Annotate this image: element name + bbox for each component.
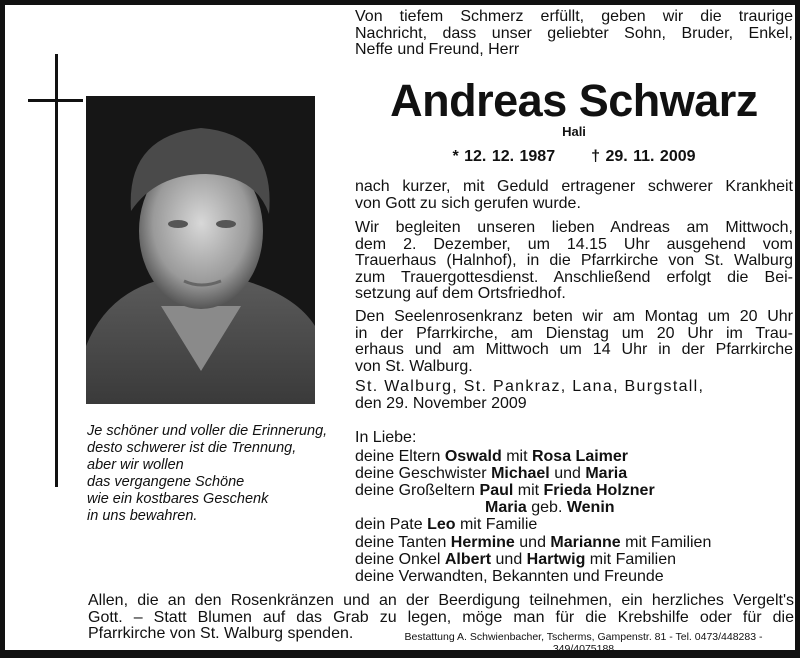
poem-line: wie ein kostbares Geschenk — [87, 491, 269, 507]
family-member-name: Maria — [585, 465, 628, 483]
poem-line: das vergangene Schöne — [87, 474, 245, 490]
text-line: in der Pfarrkirche, am Dienstag um 20 Uhr im Trau- — [355, 324, 793, 342]
text-line: St. Walburg, St. Pankraz, Lana, Burgstall, — [355, 378, 705, 395]
text-line: Trauerhaus (Halnhof), in die Pfarrkirche von St. Walburg — [355, 252, 793, 270]
poem-line: desto schwerer ist die Trennung, — [87, 440, 297, 456]
text-line: Pfarrkirche von St. Walburg spenden. — [88, 625, 354, 643]
family-line — [355, 448, 793, 465]
text-line: setzung auf dem Ortsfriedhof. — [355, 285, 566, 303]
deceased-name: Andreas Schwarz — [390, 75, 758, 126]
family-text: mit Familie — [455, 516, 538, 534]
text-line: erhaus und am Mittwoch um 14 Uhr in der Pfarrkirche — [355, 341, 793, 359]
family-line — [355, 516, 793, 533]
family-text: deine Verwandten, Bekannten und Freunde — [355, 567, 664, 585]
paragraph-funeral — [355, 220, 793, 303]
family-text: und — [549, 465, 586, 483]
family-text: deine Geschwister — [355, 465, 492, 483]
family-line — [355, 499, 793, 516]
text-line: Neffe und Freund, Herr — [355, 41, 520, 59]
family-member-name: Oswald — [444, 448, 502, 466]
family-member-name: Hartwig — [526, 550, 586, 568]
cross-icon — [55, 54, 58, 487]
paragraph-passing — [355, 179, 793, 212]
text-line: zum Trauergottesdienst. Anschließend erfolgt die Bei- — [355, 268, 793, 286]
family-member-name: Rosa Laimer — [531, 448, 629, 466]
family-member-name: Michael — [491, 465, 550, 483]
cross-icon-bar — [28, 99, 83, 102]
text-line: Allen, die an den Rosenkränzen und an der Beerdigung teilnehmen, ein herzliches Vergelt's — [88, 592, 794, 609]
birth-date: * 12. 12. 1987 — [452, 148, 556, 165]
family-text: dein Pate — [355, 516, 428, 534]
poem-line: Je schöner und voller die Erinnerung, — [87, 423, 328, 439]
family-line — [355, 534, 793, 551]
family-member-name: Maria — [485, 499, 527, 517]
funeral-home-imprint: Bestattung A. Schwienbacher, Tscherms, Gampenstr. 81 - Tel. 0473/448283 - 349/4075188 — [404, 631, 763, 655]
family-text: deine Tanten — [355, 533, 451, 551]
portrait-photo — [86, 96, 315, 404]
text-line: Von tiefem Schmerz erfüllt, geben wir die traurige — [355, 8, 793, 25]
in-love-heading: In Liebe: — [355, 429, 417, 446]
memorial-poem — [87, 423, 327, 525]
text-line: nach kurzer, mit Geduld ertragener schwerer Krankheit — [355, 178, 793, 195]
family-text: deine Onkel — [355, 550, 445, 568]
text-line: von Gott zu sich gerufen wurde. — [355, 194, 581, 212]
family-member-name: Paul — [479, 482, 514, 500]
family-text: deine Großeltern — [355, 482, 480, 500]
obituary-notice — [5, 5, 795, 650]
poem-line: in uns bewahren. — [87, 508, 198, 524]
family-line — [355, 465, 793, 482]
life-dates — [355, 148, 793, 166]
family-line — [355, 568, 793, 585]
family-text: mit Familien — [585, 550, 677, 568]
family-line — [355, 482, 793, 499]
intro-text — [355, 9, 793, 59]
family-text: mit — [513, 482, 544, 500]
family-text: mit — [501, 448, 532, 466]
family-text: deine Eltern — [355, 448, 445, 466]
place-date — [355, 379, 793, 412]
family-member-name: Wenin — [566, 499, 615, 517]
family-text: und — [514, 533, 551, 551]
death-date: † 29. 11. 2009 — [591, 148, 696, 165]
family-member-name: Albert — [444, 550, 492, 568]
text-line: Den Seelenrosenkranz beten wir am Montag um 20 Uhr — [355, 308, 793, 325]
family-member-name: Hermine — [450, 533, 515, 551]
paragraph-rosary — [355, 309, 793, 375]
nickname: Hali — [562, 124, 586, 139]
text-line: den 29. November 2009 — [355, 394, 527, 412]
family-member-name: Frieda Holzner — [543, 482, 655, 500]
text-line: dem 2. Dezember, um 14.15 Uhr ausgehend vom — [355, 235, 793, 253]
family-text: mit Familien — [620, 533, 712, 551]
family-line — [355, 551, 793, 568]
mourners-list — [355, 429, 793, 585]
text-line: von St. Walburg. — [355, 357, 473, 375]
text-line: Nachricht, dass unser geliebter Sohn, Bruder, Enkel, — [355, 24, 793, 42]
poem-line: aber wir wollen — [87, 457, 184, 473]
text-line: Gott. – Statt Blumen auf das Grab zu legen, möge man für die Krebshilfe oder für die — [88, 608, 794, 626]
family-member-name: Leo — [427, 516, 456, 534]
family-text: und — [491, 550, 527, 568]
family-text: geb. — [526, 499, 567, 517]
text-line: Wir begleiten unseren lieben Andreas am Mittwoch, — [355, 219, 793, 236]
family-member-name: Marianne — [550, 533, 621, 551]
